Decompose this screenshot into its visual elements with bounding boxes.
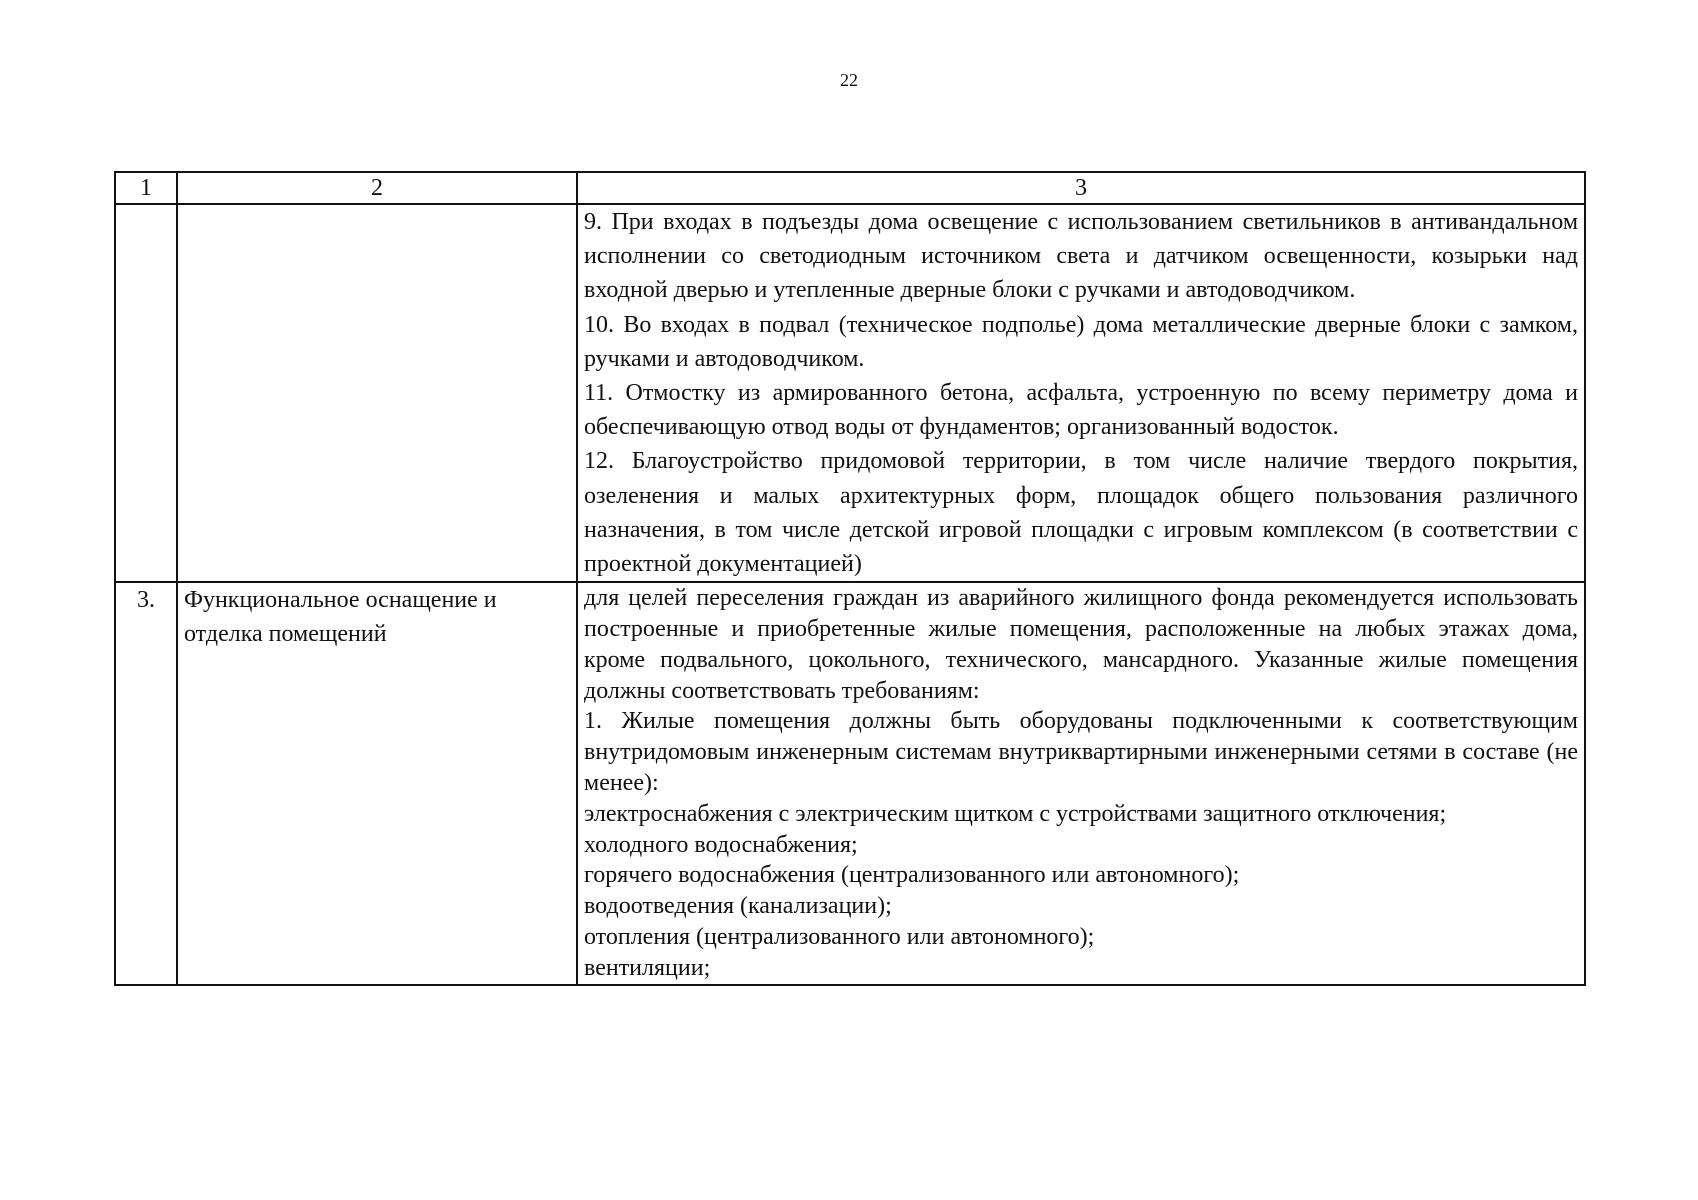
header-cell-2: 2 xyxy=(177,172,577,204)
table-row xyxy=(115,204,1585,582)
table-header-row xyxy=(115,172,1585,204)
content-paragraph: отопления (централизованного или автономного); xyxy=(584,924,1095,950)
row-name-cell: Функциональное оснащение и отделка помещений xyxy=(177,582,577,984)
content-paragraph: горячего водоснабжения (централизованного или автономного); xyxy=(584,862,1240,889)
table-row xyxy=(115,582,1585,984)
content-paragraph: 10. Во входах в подвал (техническое подполье) дома металлические дверные блоки с замком, ручками и автодоводчиком. xyxy=(584,311,1578,372)
content-paragraph: 12. Благоустройство придомовой территории, в том числе наличие твердого покрытия, озеленения и малых архитектурных форм, площадок общего пользования различного назначения, в том числе детской игровой площадки с игровым комплексом (в соответствии с проектной документацией) xyxy=(584,448,1578,578)
row-number-cell: 3. xyxy=(115,582,177,984)
header-cell-3: 3 xyxy=(577,172,1585,204)
content-paragraph: 11. Отмостку из армированного бетона, асфальта, устроенную по всему периметру дома и обеспечивающую отвод воды от фундаментов; организованный водосток. xyxy=(584,380,1578,441)
content-paragraph: водоотведения (канализации); xyxy=(584,893,892,920)
page-number: 22 xyxy=(840,70,858,90)
row-content-cell xyxy=(577,582,1585,984)
requirements-table xyxy=(114,171,1586,986)
content-paragraph: для целей переселения граждан из аварийного жилищного фонда рекомендуется использовать построенные и приобретенные жилые помещения, расположенные на любых этажах дома, кроме подвального, цокольного, технического, мансардного. Указанные жилые помещения должны соответствовать требованиям: xyxy=(584,585,1578,704)
row-number-cell xyxy=(115,204,177,582)
row-content-cell xyxy=(577,204,1585,582)
content-paragraph: вентиляции; xyxy=(584,954,711,981)
content-paragraph: электроснабжения с электрическим щитком с устройствами защитного отключения; xyxy=(584,800,1447,827)
header-cell-1: 1 xyxy=(115,172,177,204)
content-paragraph: 1. Жилые помещения должны быть оборудованы подключенными к соответствующим внутридомовым инженерным системам внутриквартирными инженерными сетями в составе (не менее): xyxy=(584,708,1578,797)
content-paragraph: холодного водоснабжения; xyxy=(584,831,858,858)
row-name-cell xyxy=(177,204,577,582)
content-paragraph: 9. При входах в подъезды дома освещение с использованием светильников в антивандальном исполнении со светодиодным источником света и датчиком освещенности, козырьки над входной дверью и утепленные дверные блоки с ручками и автодоводчиком. xyxy=(584,209,1578,304)
